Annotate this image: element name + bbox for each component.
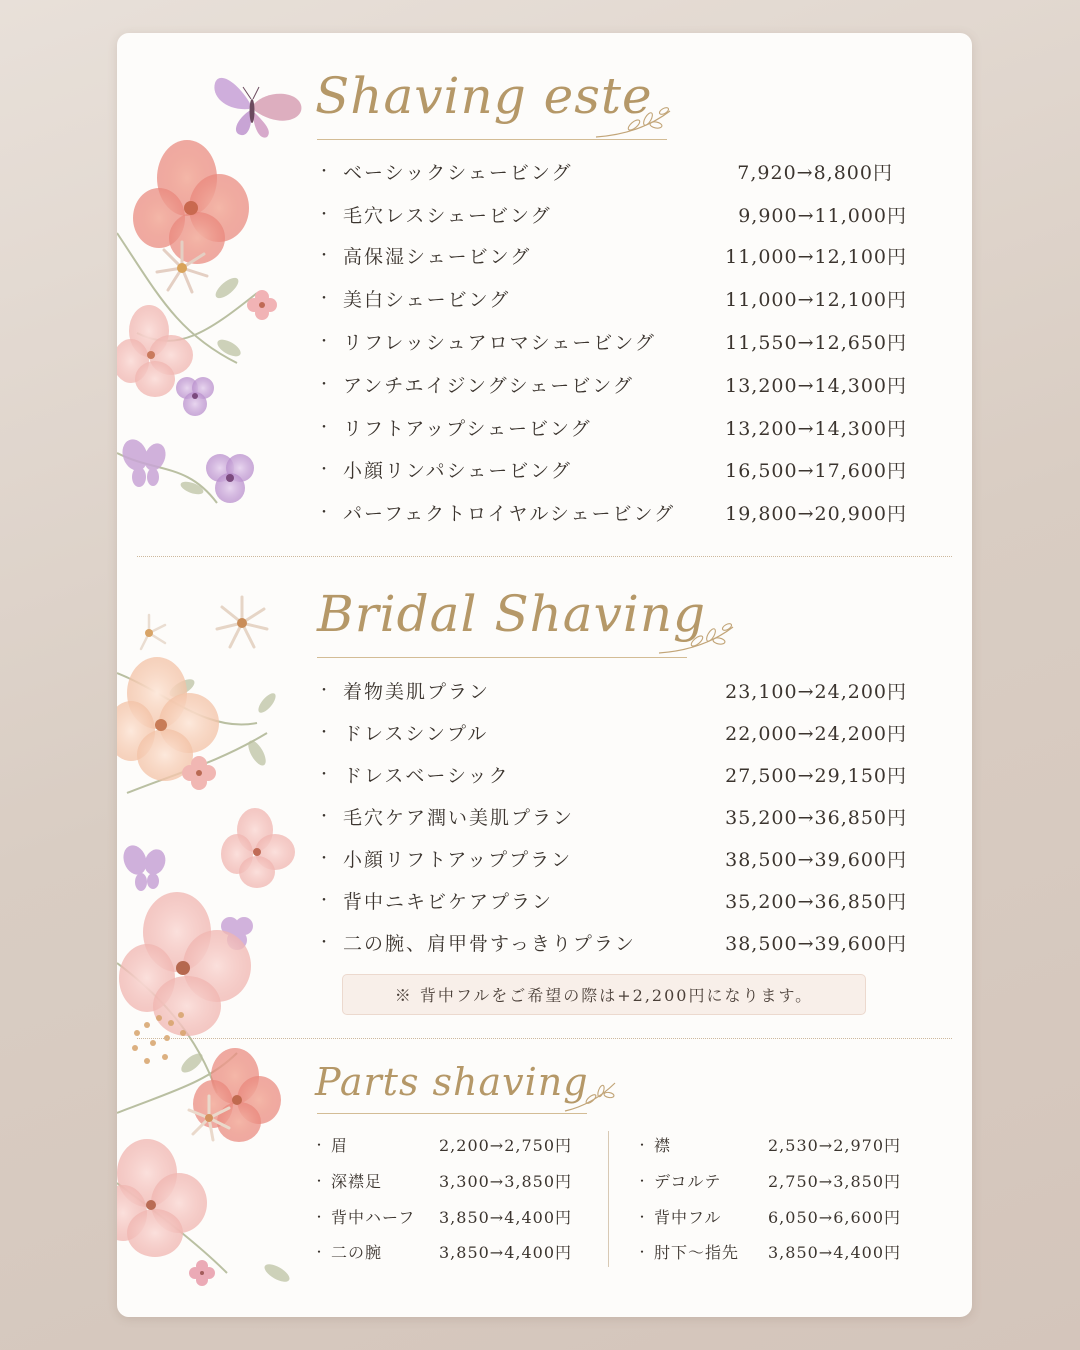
notice-box: ※ 背中フルをご希望の際は+2,200円になります。 <box>342 974 866 1015</box>
item-name: リフトアップシェービング <box>343 417 592 440</box>
list-item <box>636 1166 901 1194</box>
list-item <box>317 369 907 399</box>
bullet: ・ <box>636 1137 650 1152</box>
bullet: ・ <box>317 164 333 180</box>
bullet: ・ <box>317 420 333 436</box>
bullet: ・ <box>317 893 333 909</box>
bullet: ・ <box>317 248 333 264</box>
bullet: ・ <box>317 767 333 783</box>
list-item <box>317 675 907 705</box>
bullet: ・ <box>313 1173 327 1188</box>
item-price: 38,500→39,600円 <box>725 848 907 871</box>
item-price: 27,500→29,150円 <box>725 764 907 787</box>
item-price: 11,000→12,100円 <box>725 288 907 311</box>
item-price: 38,500→39,600円 <box>725 932 907 955</box>
list-item <box>317 283 907 313</box>
item-name: 着物美肌プラン <box>343 680 491 703</box>
item-price: 6,050→6,600円 <box>768 1207 902 1227</box>
list-item <box>636 1130 901 1158</box>
bullet: ・ <box>317 851 333 867</box>
item-name: 肘下～指先 <box>654 1242 740 1262</box>
item-name: 背中ハーフ <box>331 1207 416 1227</box>
list-item <box>317 199 907 229</box>
leaf-sprig-icon <box>563 1079 619 1113</box>
list-item <box>636 1237 901 1265</box>
item-price: 22,000→24,200円 <box>725 722 907 745</box>
item-name: ドレスシンプル <box>343 722 489 745</box>
item-price: 2,530→2,970円 <box>768 1135 902 1155</box>
item-name: 二の腕 <box>331 1242 383 1262</box>
bullet: ・ <box>317 935 333 951</box>
leaf-sprig-icon <box>657 621 737 657</box>
item-price: 7,920→8,800円 <box>737 161 893 184</box>
bullet: ・ <box>317 291 333 307</box>
menu-card <box>117 33 972 1317</box>
parts-shaving-title: Parts shaving <box>315 1060 589 1104</box>
section-divider <box>137 556 952 557</box>
list-item <box>317 156 907 186</box>
item-price: 2,200→2,750円 <box>439 1135 573 1155</box>
item-price: 35,200→36,850円 <box>725 806 907 829</box>
bullet: ・ <box>636 1173 650 1188</box>
bridal-shaving-title: Bridal Shaving <box>317 585 707 643</box>
list-item <box>317 454 907 484</box>
item-price: 13,200→14,300円 <box>725 417 907 440</box>
item-name: 毛穴レスシェービング <box>343 204 552 227</box>
parts-shaving-underline <box>317 1113 587 1114</box>
item-name: デコルテ <box>654 1171 722 1191</box>
item-name: 背中フル <box>654 1207 722 1227</box>
item-name: 毛穴ケア潤い美肌プラン <box>343 806 575 829</box>
item-name: 小顔リフトアッププラン <box>343 848 573 871</box>
bullet: ・ <box>317 334 333 350</box>
item-price: 35,200→36,850円 <box>725 890 907 913</box>
item-name: 深襟足 <box>331 1171 383 1191</box>
bullet: ・ <box>317 505 333 521</box>
item-price: 3,850→4,400円 <box>439 1242 573 1262</box>
bullet: ・ <box>317 725 333 741</box>
list-item <box>317 326 907 356</box>
bullet: ・ <box>317 207 333 223</box>
bullet: ・ <box>636 1209 650 1224</box>
list-item <box>313 1166 572 1194</box>
item-price: 3,850→4,400円 <box>768 1242 902 1262</box>
list-item <box>317 843 907 873</box>
item-price: 3,300→3,850円 <box>439 1171 573 1191</box>
item-price: 9,900→11,000円 <box>738 204 907 227</box>
item-name: ベーシックシェービング <box>343 161 573 184</box>
shaving-este-title: Shaving este <box>315 67 653 125</box>
list-item <box>317 497 907 527</box>
bullet: ・ <box>313 1244 327 1259</box>
list-item <box>636 1202 901 1230</box>
item-name: 美白シェービング <box>343 288 511 311</box>
column-divider <box>608 1131 609 1267</box>
item-name: ドレスベーシック <box>343 764 510 787</box>
item-price: 13,200→14,300円 <box>725 374 907 397</box>
item-name: パーフェクトロイヤルシェービング <box>343 502 676 525</box>
list-item <box>317 927 907 957</box>
item-name: リフレッシュアロマシェービング <box>343 331 656 354</box>
list-item <box>313 1237 572 1265</box>
bullet: ・ <box>317 683 333 699</box>
item-name: 襟 <box>654 1135 672 1155</box>
item-price: 3,850→4,400円 <box>439 1207 573 1227</box>
bullet: ・ <box>317 462 333 478</box>
section-divider <box>137 1038 952 1039</box>
leaf-sprig-icon <box>594 105 674 141</box>
bullet: ・ <box>317 809 333 825</box>
list-item <box>313 1130 572 1158</box>
list-item <box>313 1202 572 1230</box>
list-item <box>317 759 907 789</box>
item-price: 19,800→20,900円 <box>725 502 907 525</box>
item-name: 眉 <box>331 1135 349 1155</box>
item-name: 高保湿シェービング <box>343 245 532 268</box>
item-name: 小顔リンパシェービング <box>343 459 572 482</box>
butterfly-icon <box>197 61 309 141</box>
item-name: 二の腕、肩甲骨すっきりプラン <box>343 932 636 955</box>
list-item <box>317 412 907 442</box>
item-price: 23,100→24,200円 <box>725 680 907 703</box>
list-item <box>317 717 907 747</box>
item-price: 11,550→12,650円 <box>725 331 907 354</box>
bullet: ・ <box>313 1209 327 1224</box>
list-item <box>317 801 907 831</box>
bullet: ・ <box>317 377 333 393</box>
bullet: ・ <box>313 1137 327 1152</box>
bullet: ・ <box>636 1244 650 1259</box>
item-price: 16,500→17,600円 <box>725 459 907 482</box>
item-name: アンチエイジングシェービング <box>343 374 634 397</box>
item-price: 2,750→3,850円 <box>768 1171 902 1191</box>
item-price: 11,000→12,100円 <box>725 245 907 268</box>
item-name: 背中ニキビケアプラン <box>343 890 554 913</box>
list-item <box>317 885 907 915</box>
list-item <box>317 240 907 270</box>
bridal-shaving-underline <box>317 657 687 658</box>
